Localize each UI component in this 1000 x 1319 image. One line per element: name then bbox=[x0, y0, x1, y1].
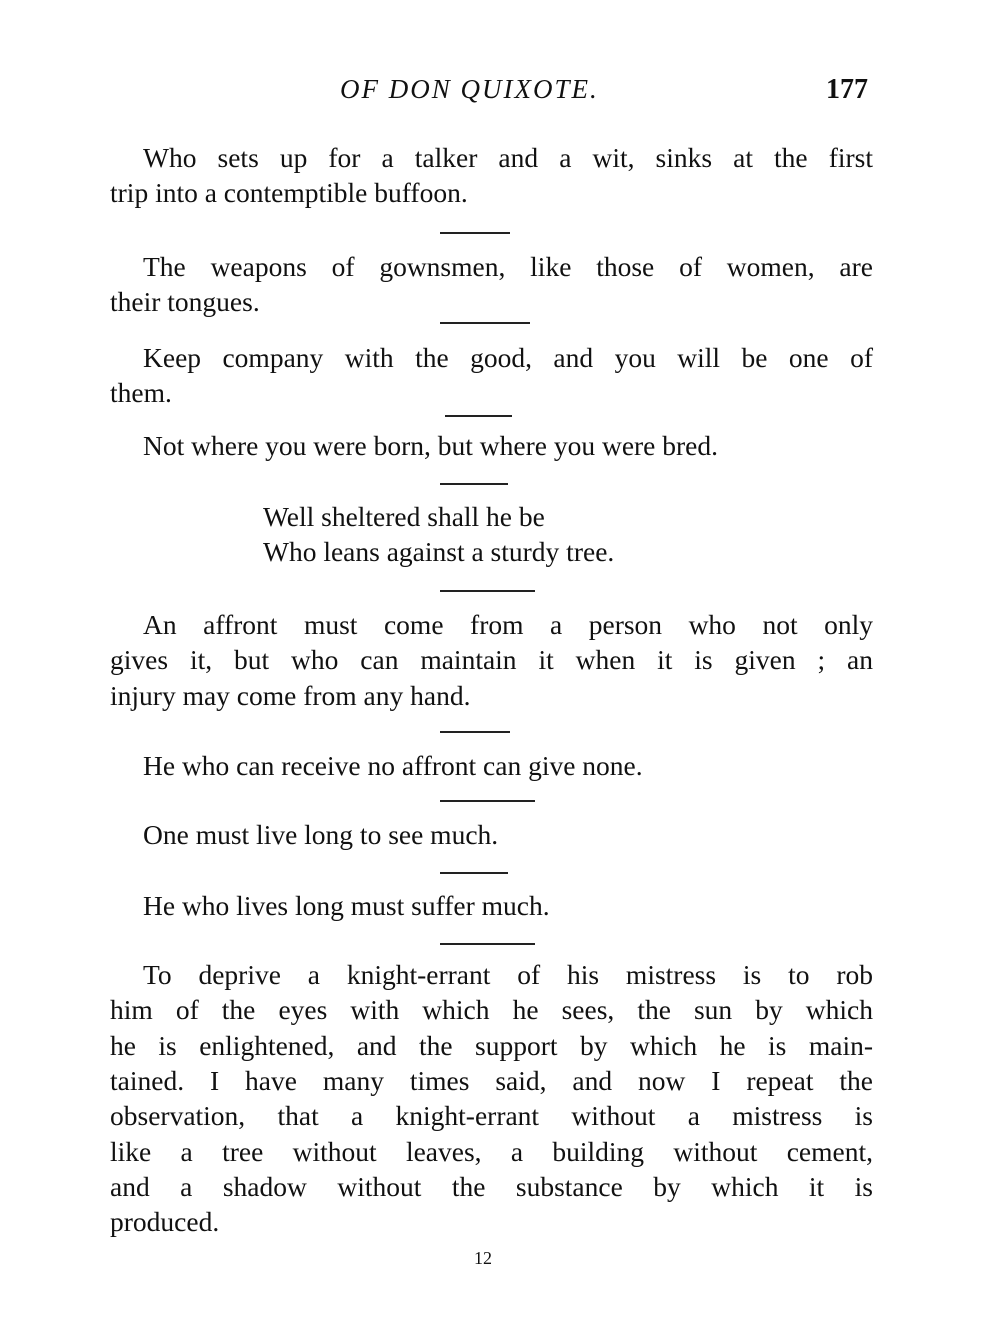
text-line: Who sets up for a talker and a wit, sinks at the first bbox=[143, 142, 873, 173]
text-line: gives it, but who can maintain it when it is given ; an bbox=[110, 644, 873, 676]
section-divider bbox=[440, 731, 510, 733]
page-number: 177 bbox=[826, 74, 868, 105]
text-line: He who can receive no affront can give none. bbox=[143, 750, 643, 781]
text-line: An affront must come from a person who not only bbox=[143, 609, 873, 640]
text-line: tained. I have many times said, and now I repeat the bbox=[110, 1064, 873, 1096]
text-line: and a shadow without the substance by which it is bbox=[110, 1170, 873, 1202]
text-line: Keep company with the good, and you will be one of bbox=[143, 342, 873, 373]
text-line: One must live long to see much. bbox=[143, 819, 499, 850]
text-line: like a tree without leaves, a building without cement, bbox=[110, 1135, 873, 1167]
text-line: observation, that a knight-errant without a mistress is bbox=[110, 1100, 873, 1132]
text-line: him of the eyes with which he sees, the sun by which bbox=[110, 994, 873, 1026]
text-line: To deprive a knight-errant of his mistress is to rob bbox=[143, 959, 873, 990]
section-divider bbox=[440, 943, 535, 945]
text-line: Not where you were born, but where you were bred. bbox=[143, 430, 719, 461]
section-divider bbox=[445, 415, 512, 417]
section-divider bbox=[440, 232, 510, 234]
section-divider bbox=[440, 590, 535, 592]
verse-line: Who leans against a sturdy tree. bbox=[263, 536, 615, 568]
text-line: injury may come from any hand. bbox=[110, 679, 471, 711]
text-line: their tongues. bbox=[110, 286, 260, 318]
section-divider bbox=[440, 483, 508, 485]
verse-line: Well sheltered shall he be bbox=[263, 501, 545, 532]
section-divider bbox=[440, 800, 535, 802]
running-head: OF DON QUIXOTE. bbox=[340, 74, 599, 104]
section-divider bbox=[440, 322, 530, 324]
text-line: trip into a contemptible buffoon. bbox=[110, 177, 468, 209]
text-line: produced. bbox=[110, 1206, 220, 1238]
text-line: them. bbox=[110, 377, 172, 409]
section-divider bbox=[440, 872, 508, 874]
signature-mark: 12 bbox=[474, 1248, 492, 1268]
text-line: He who lives long must suffer much. bbox=[143, 890, 550, 921]
text-line: The weapons of gownsmen, like those of women, are bbox=[143, 251, 873, 282]
text-line: he is enlightened, and the support by which he is main- bbox=[110, 1029, 873, 1061]
